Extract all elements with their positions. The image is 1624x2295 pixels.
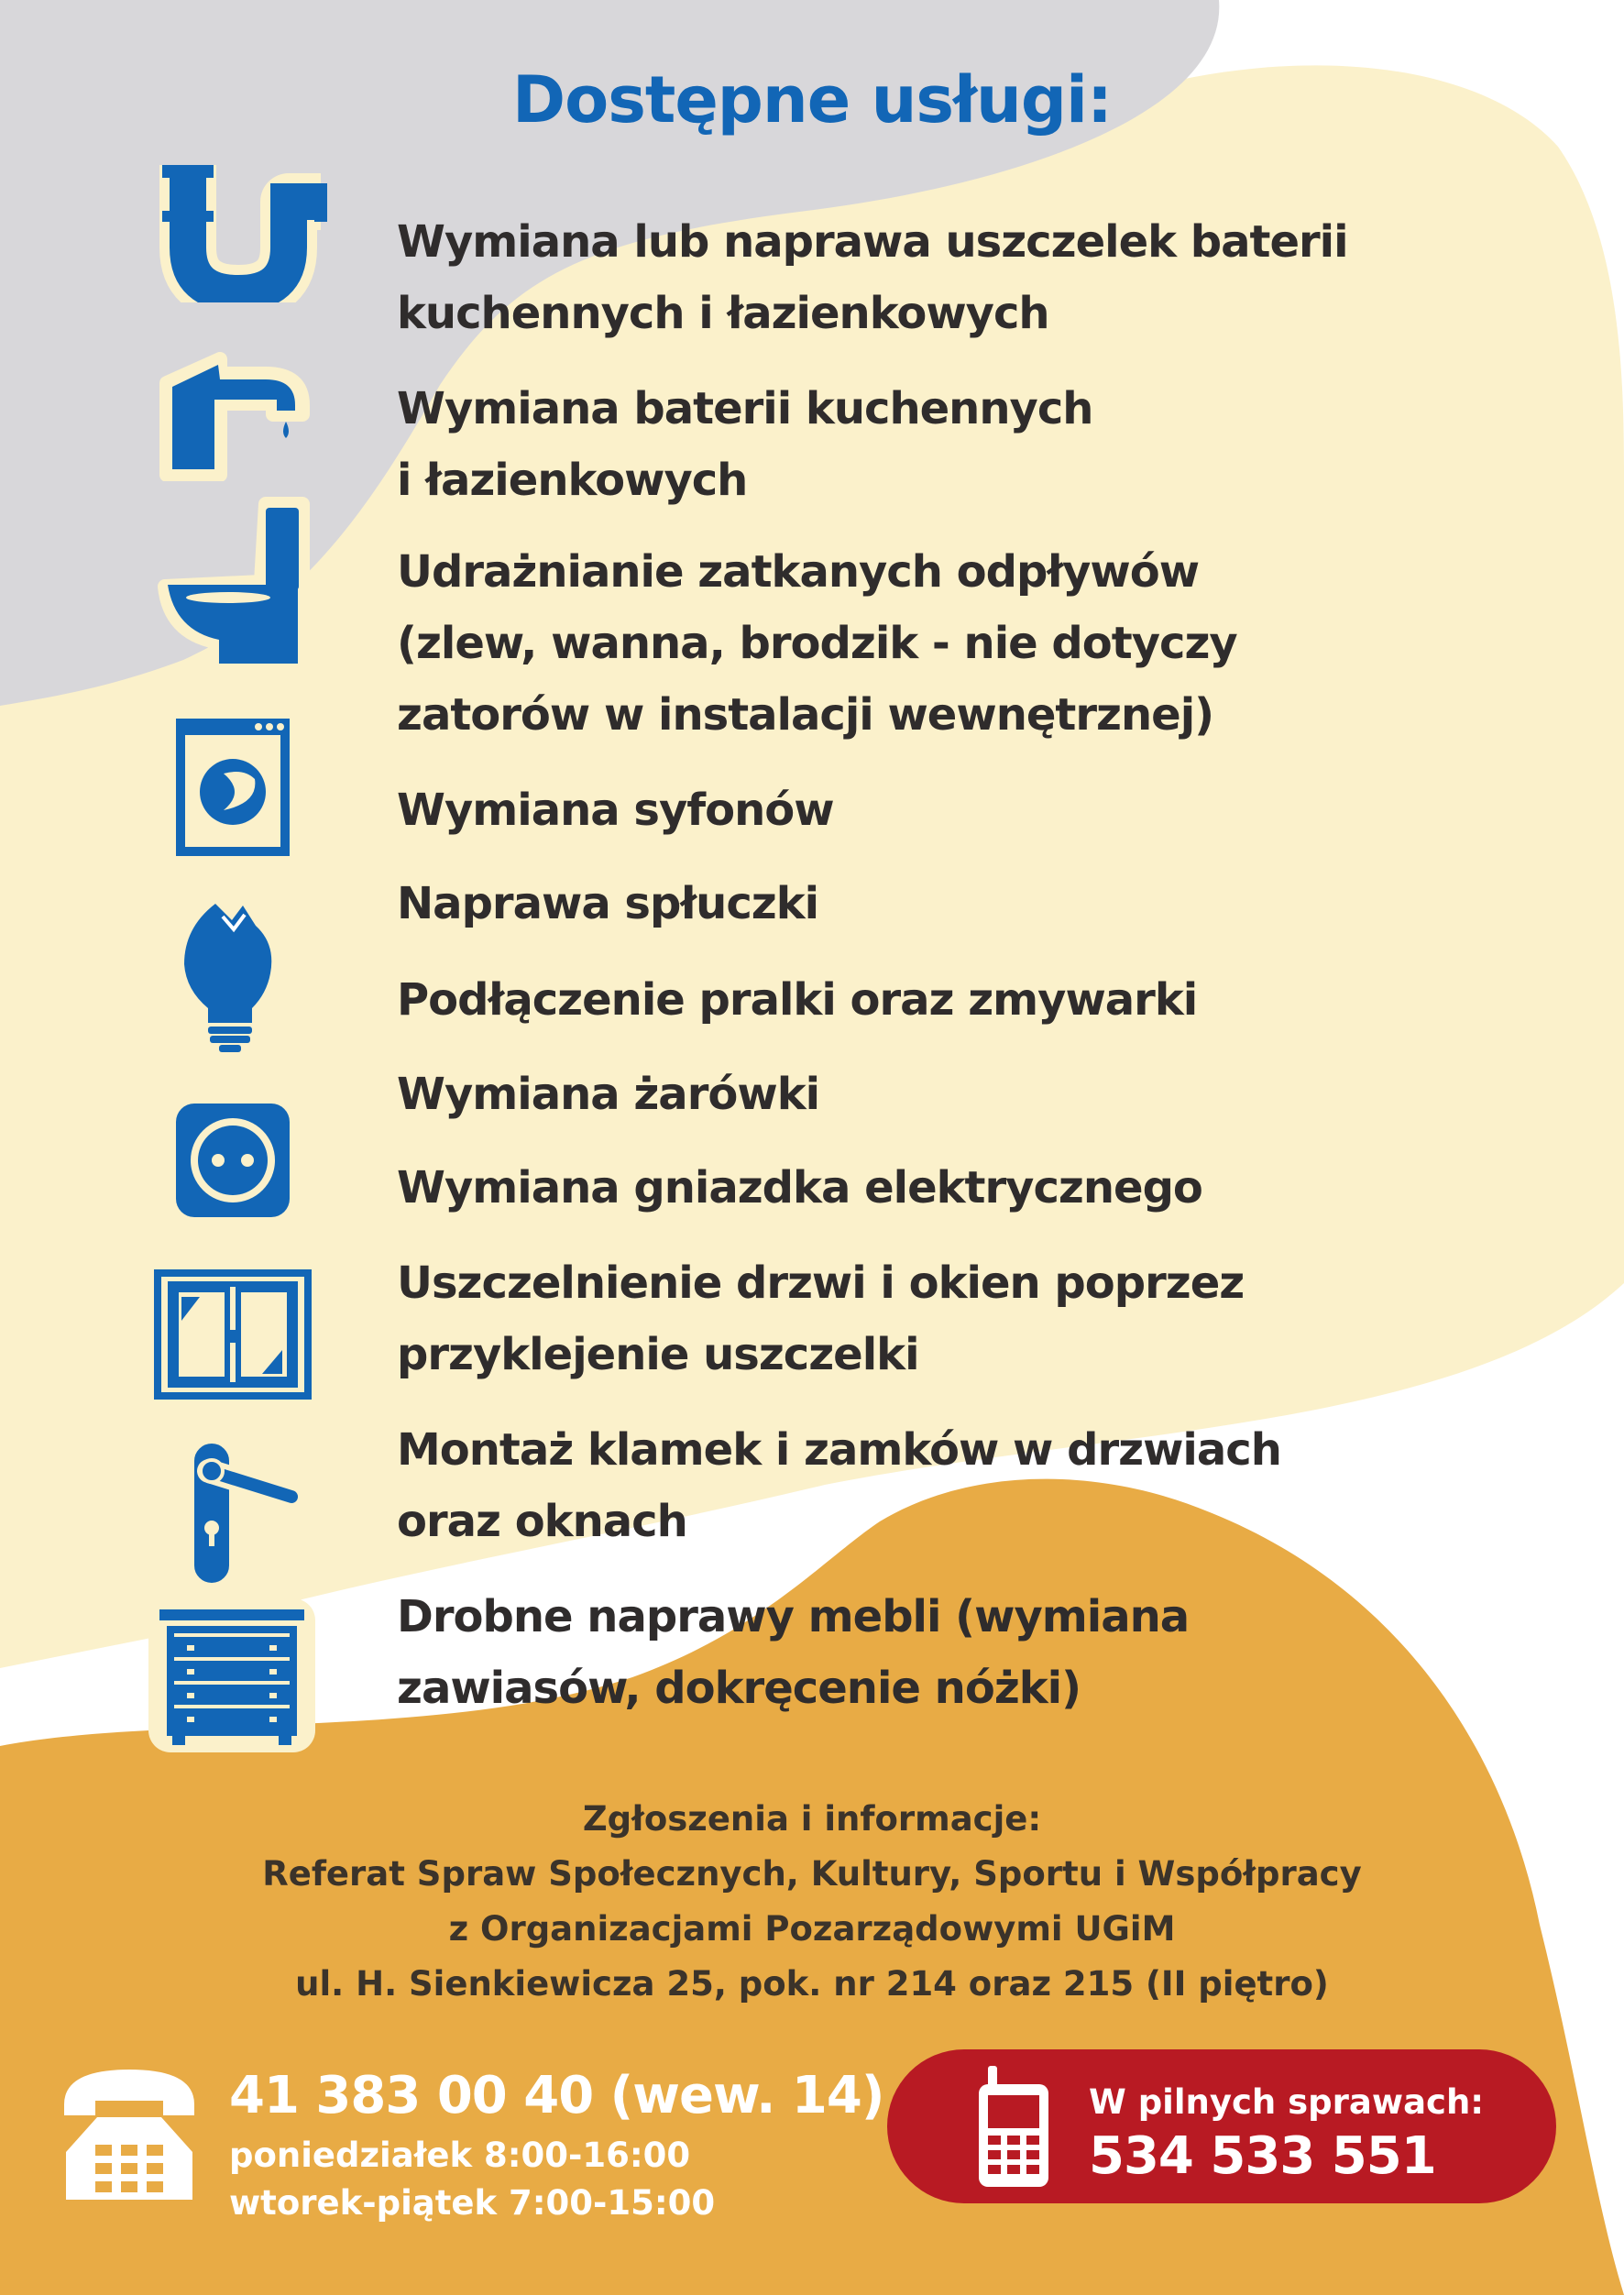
service-item [397, 774, 834, 846]
hours-tue-fri: wtorek-piątek 7:00-15:00 [229, 2183, 716, 2223]
service-line: zatorów w instalacji wewnętrznej) [397, 689, 1214, 741]
contact-heading: Zgłoszenia i informacje: [582, 1799, 1042, 1839]
service-line: zawiasów, dokręcenie nóżki) [397, 1663, 1081, 1714]
broken-bulb-icon [179, 898, 281, 1054]
service-line: kuchennych i łazienkowych [397, 288, 1049, 339]
service-item [397, 868, 818, 939]
phone-number[interactable]: 41 383 00 40 (wew. 14) [229, 2066, 884, 2125]
contact-info [0, 1792, 1624, 2012]
service-line: i łazienkowych [397, 455, 748, 506]
pipe-icon [151, 156, 335, 302]
service-item [397, 1059, 819, 1130]
dresser-icon [147, 1597, 317, 1754]
service-line: Wymiana żarówki [397, 1069, 820, 1120]
socket-icon [172, 1100, 293, 1221]
office-name-line-1: Referat Spraw Społecznych, Kultury, Sportu i Współpracy [262, 1854, 1362, 1894]
service-item [397, 206, 1348, 349]
service-line: oraz oknach [397, 1496, 687, 1547]
service-line: Uszczelnienie drzwi i okien poprzez [397, 1257, 1245, 1309]
door-handle-icon [181, 1434, 301, 1590]
toilet-icon [151, 495, 312, 674]
service-item [397, 964, 1197, 1036]
hours-mon: poniedziałek 8:00-16:00 [229, 2136, 691, 2175]
service-item [397, 373, 1092, 516]
service-line: Wymiana syfonów [397, 785, 834, 836]
page-title: Dostępne usługi: [512, 62, 1112, 137]
washing-machine-icon [172, 715, 293, 860]
service-line: Udrażnianie zatkanych odpływów [397, 546, 1200, 598]
office-address: ul. H. Sienkiewicza 25, pok. nr 214 oraz 215 (II piętro) [295, 1964, 1329, 2004]
service-line: Naprawa spłuczki [397, 878, 819, 929]
service-item [397, 1414, 1281, 1557]
service-line: Wymiana baterii kuchennych [397, 383, 1093, 434]
service-item [397, 536, 1237, 751]
service-item [397, 1152, 1202, 1224]
service-line: Montaż klamek i zamków w drzwiach [397, 1424, 1281, 1476]
window-icon [154, 1269, 312, 1400]
urgent-contact-badge [887, 2049, 1556, 2203]
service-line: (zlew, wanna, brodzik - nie dotyczy [397, 618, 1237, 669]
urgent-phone-number[interactable]: 534 533 551 [1089, 2126, 1436, 2186]
urgent-label: W pilnych sprawach: [1089, 2082, 1485, 2122]
faucet-icon [156, 348, 312, 481]
office-name-line-2: z Organizacjami Pozarządowymi UGiM [448, 1909, 1176, 1949]
service-line: Podłączenie pralki oraz zmywarki [397, 974, 1198, 1026]
service-item [397, 1581, 1189, 1724]
mobile-phone-icon [975, 2066, 1052, 2189]
telephone-icon [57, 2060, 202, 2207]
service-item [397, 1247, 1244, 1390]
service-line: Wymiana gniazdka elektrycznego [397, 1162, 1202, 1213]
service-line: przyklejenie uszczelki [397, 1329, 919, 1380]
service-line: Wymiana lub naprawa uszczelek baterii [397, 216, 1348, 268]
service-line: Drobne naprawy mebli (wymiana [397, 1591, 1190, 1642]
